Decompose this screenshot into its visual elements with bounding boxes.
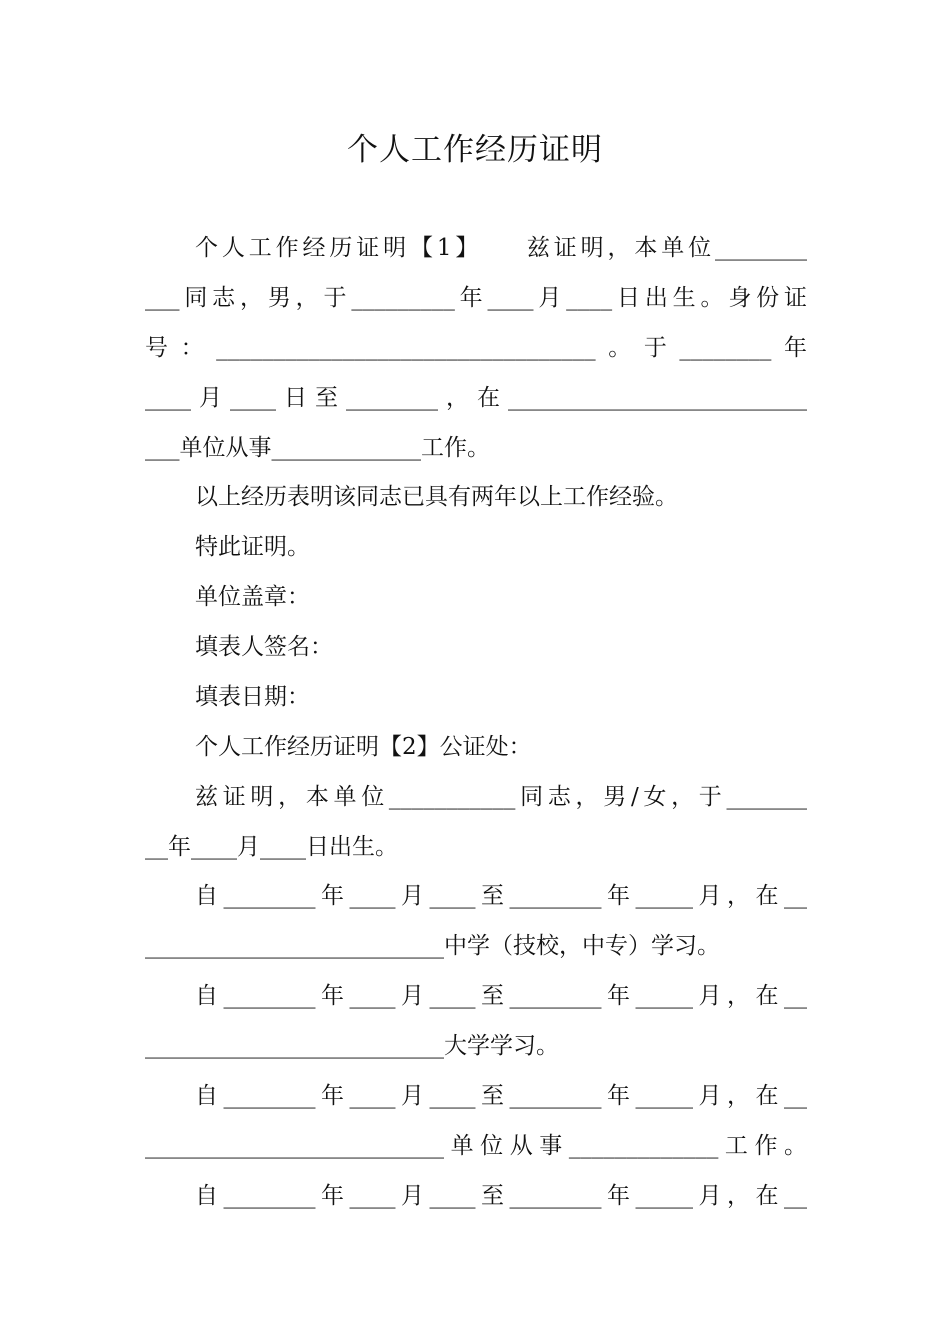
paragraph-line: __________________________中学（技校，中专）学习。: [145, 933, 720, 959]
paragraph-line: 自________年____月____至________年_____月，在__: [195, 883, 807, 909]
paragraph-line: __________________________单位从事_____________工作。: [145, 1133, 807, 1159]
paragraph-line: __________________________大学学习。: [145, 1033, 559, 1059]
document-title: 个人工作经历证明: [347, 132, 603, 168]
paragraph-line: 特此证明。: [195, 534, 310, 560]
paragraph-line: 兹证明，本单位___________同志，男/女，于_______: [195, 784, 807, 810]
paragraph-line: 自________年____月____至________年_____月，在__: [195, 1183, 807, 1209]
signer-label: 填表人签名：: [195, 634, 333, 660]
paragraph-line: ___同志，男，于_________年____月____日出生。身份证: [145, 285, 807, 311]
paragraph-line: ____月____日至________，在__________________________: [145, 385, 807, 411]
paragraph-line: __年____月____日出生。: [145, 834, 398, 860]
paragraph-line: 个人工作经历证明【1】 兹证明，本单位________: [195, 235, 807, 261]
fill-date-label: 填表日期：: [195, 684, 310, 710]
paragraph-line: 自________年____月____至________年_____月，在__: [195, 983, 807, 1009]
paragraph-line: 以上经历表明该同志已具有两年以上工作经验。: [195, 484, 678, 510]
section-heading: 个人工作经历证明【2】公证处：: [195, 734, 532, 760]
paragraph-line: ___单位从事_____________工作。: [145, 435, 490, 461]
company-seal-label: 单位盖章：: [195, 584, 310, 610]
paragraph-line: 自________年____月____至________年_____月，在__: [195, 1083, 807, 1109]
paragraph-line: 号：_________________________________。于________年: [145, 335, 807, 361]
